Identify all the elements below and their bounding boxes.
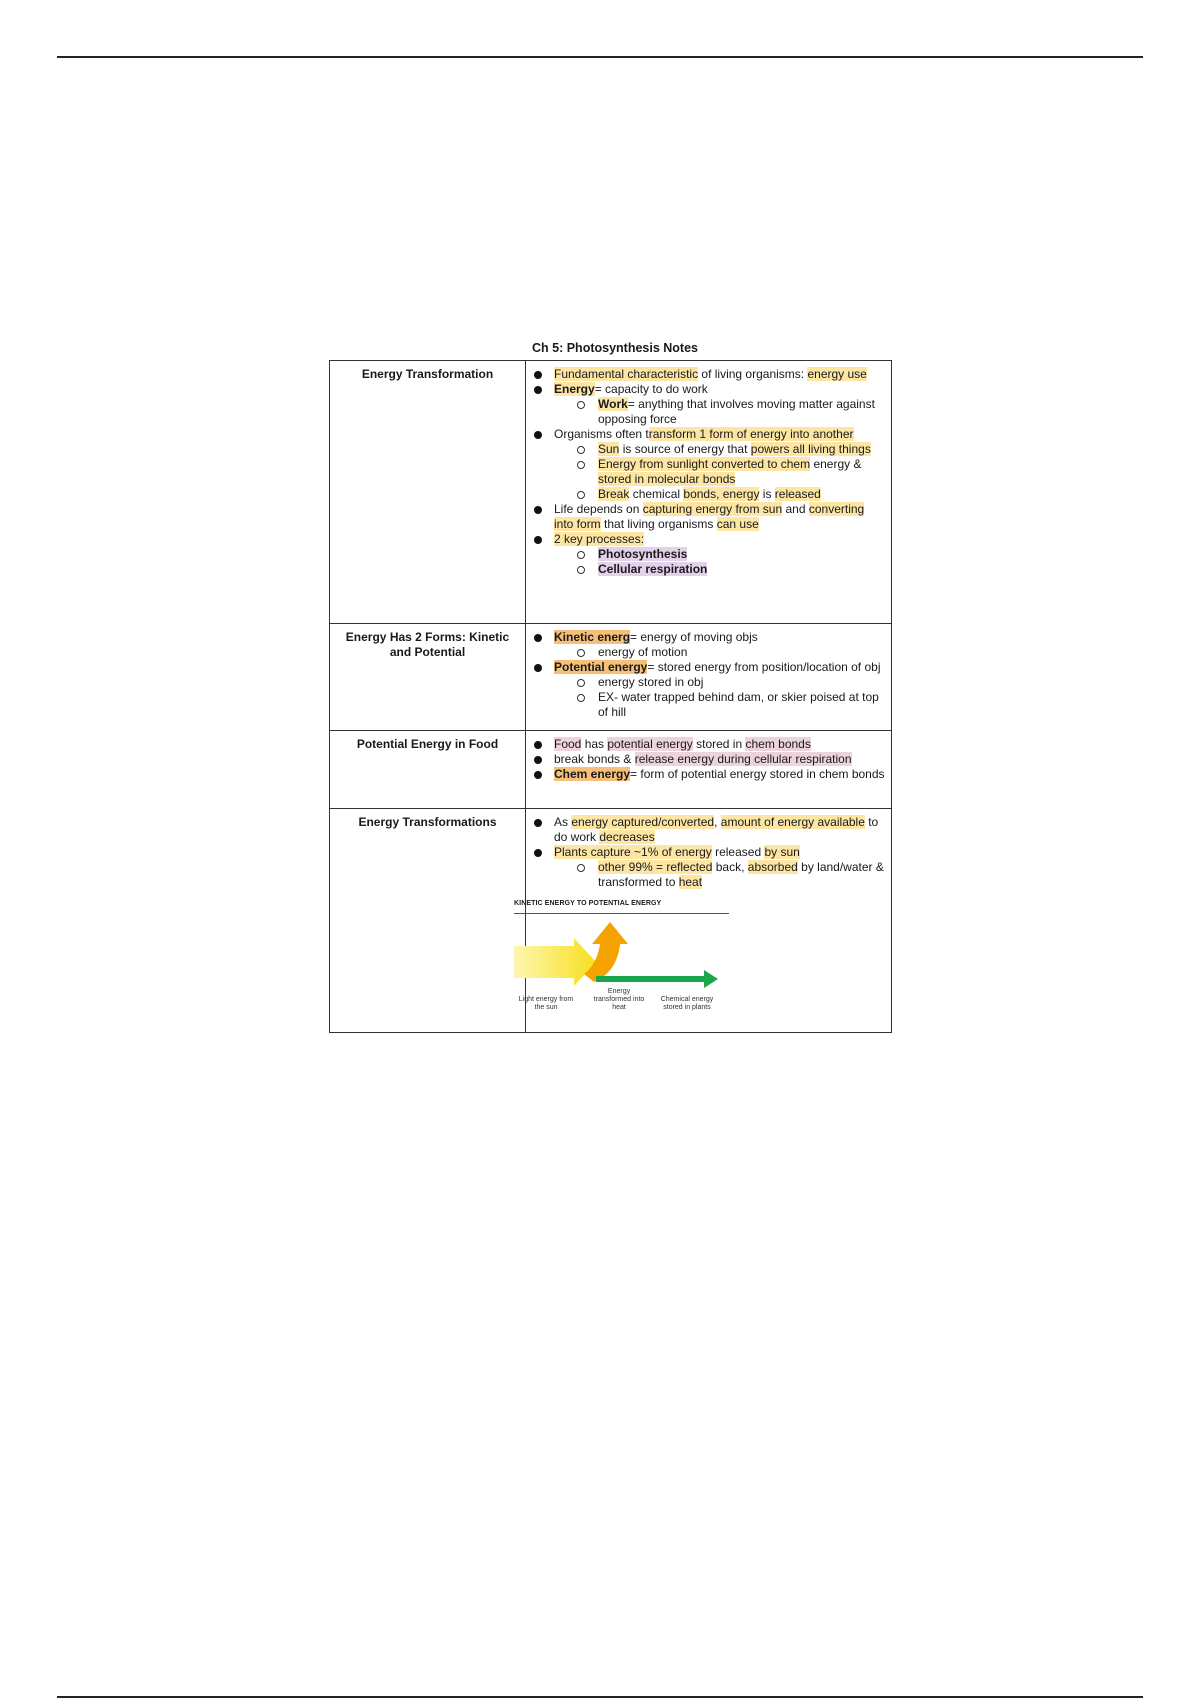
note-text: of living organisms:	[698, 367, 808, 381]
list-item	[532, 427, 885, 502]
note-text: release energy during cellular respiration	[634, 752, 852, 766]
note-text: Plants capture ~1% of energy	[554, 845, 712, 859]
row-notes	[514, 809, 892, 1033]
note-text: released	[711, 845, 765, 859]
note-text: Life depends on	[554, 502, 643, 516]
label-light-energy: Light energy from the sun	[518, 996, 574, 1011]
bullet-list	[532, 815, 885, 890]
sub-list-item	[554, 675, 885, 690]
note-text: back,	[712, 860, 748, 874]
sub-bullet-list	[554, 397, 885, 427]
note-text: is	[759, 487, 775, 501]
note-text: bonds, energy	[683, 487, 760, 501]
note-text: 2 key processes:	[554, 532, 645, 546]
note-text: ,	[714, 815, 721, 829]
document-title: Ch 5: Photosynthesis Notes	[532, 341, 698, 355]
bullet-list	[532, 367, 885, 577]
list-item	[532, 502, 885, 532]
note-text: = stored energy from position/location of obj	[647, 660, 881, 674]
sub-bullet-list	[554, 675, 885, 720]
note-text: Photosynthesis	[598, 547, 688, 561]
note-text: capturing energy from sun	[642, 502, 783, 516]
note-text: = anything that involves moving matter against opposing force	[598, 397, 875, 426]
sub-bullet-list	[554, 645, 885, 660]
list-item	[532, 737, 885, 752]
notes-list	[532, 815, 885, 890]
heat-energy-arrow	[584, 922, 628, 982]
label-chemical-energy: Chemical energy stored in plants	[660, 996, 714, 1011]
note-text: Organisms often t	[554, 427, 649, 441]
note-text: Fundamental characteristic	[554, 367, 699, 381]
row-notes	[526, 624, 892, 731]
chemical-energy-arrow-head	[704, 970, 718, 988]
list-item	[532, 630, 885, 660]
list-item	[532, 660, 885, 720]
sub-list-item	[554, 397, 885, 427]
note-text: other 99% = reflected	[598, 860, 713, 874]
note-text: Kinetic energ	[554, 630, 631, 644]
note-text: energy stored in obj	[598, 675, 704, 689]
sub-list-item	[554, 690, 885, 720]
energy-flow-illustration	[514, 916, 729, 994]
diagram-labels	[514, 988, 734, 1026]
note-text: converting into form	[554, 502, 865, 531]
note-text: by land/water & transformed to	[598, 860, 884, 889]
table-row	[330, 731, 892, 809]
note-text: stored in molecular bonds	[598, 472, 736, 486]
note-text: break bonds &	[554, 752, 635, 766]
notes-table	[329, 360, 892, 1033]
note-text: heat	[678, 875, 703, 889]
list-item	[532, 845, 885, 890]
row-topic: Energy Has 2 Forms: Kinetic and Potential	[330, 624, 526, 731]
note-text: Work	[598, 397, 628, 411]
table-row	[330, 361, 892, 624]
note-text: Break	[598, 487, 630, 501]
list-item	[532, 367, 885, 382]
row-topic: Energy Transformation	[330, 361, 526, 624]
list-item	[532, 815, 885, 845]
note-text: to do work	[554, 815, 879, 844]
note-text: Cellular respiration	[598, 562, 708, 576]
list-item	[532, 767, 885, 782]
list-item	[532, 752, 885, 767]
sub-list-item	[554, 442, 885, 457]
sub-list-item	[554, 487, 885, 502]
note-text: = energy of moving objs	[630, 630, 758, 644]
sub-bullet-list	[554, 442, 885, 502]
sub-list-item	[554, 645, 885, 660]
note-text: Energy from sunlight converted to chem	[598, 457, 811, 471]
sub-bullet-list	[554, 860, 885, 890]
note-text: energy use	[807, 367, 867, 381]
note-text: = capacity to do work	[594, 382, 708, 396]
bullet-list	[532, 737, 885, 782]
light-energy-arrow	[514, 938, 596, 986]
note-text: energy of motion	[598, 645, 688, 659]
table-row	[330, 624, 892, 731]
note-text: is source of energy that	[619, 442, 751, 456]
note-text: Energy	[554, 382, 595, 396]
chemical-energy-arrow-shaft	[596, 976, 706, 982]
note-text: powers all living things	[750, 442, 871, 456]
note-text: amount of energy available	[720, 815, 865, 829]
label-heat-energy: Energy transformed into heat	[593, 988, 645, 1011]
note-text: Food	[554, 737, 582, 751]
row-topic: Potential Energy in Food	[330, 731, 526, 809]
row-topic: Energy Transformations	[330, 809, 526, 1033]
sub-bullet-list	[554, 547, 885, 577]
sub-list-item	[554, 860, 885, 890]
note-text: Sun	[598, 442, 620, 456]
list-item	[532, 382, 885, 427]
bottom-rule	[57, 1696, 1143, 1698]
note-text: by sun	[764, 845, 800, 859]
note-text: energy &	[810, 457, 862, 471]
sub-list-item	[554, 562, 885, 577]
note-text: Potential energy	[554, 660, 648, 674]
note-text: can use	[716, 517, 759, 531]
note-text: chemical	[629, 487, 684, 501]
note-text: absorbed	[747, 860, 798, 874]
energy-diagram	[514, 896, 734, 1026]
top-rule	[57, 56, 1143, 58]
note-text: that living organisms	[600, 517, 717, 531]
note-text: and	[782, 502, 809, 516]
table-row	[330, 809, 892, 1033]
note-text: chem bonds	[745, 737, 811, 751]
note-text: released	[774, 487, 821, 501]
list-item	[532, 532, 885, 577]
row-notes	[526, 731, 892, 809]
note-text: potential energy	[607, 737, 693, 751]
sub-list-item	[554, 547, 885, 562]
sub-list-item	[554, 457, 885, 487]
diagram-title: KINETIC ENERGY TO POTENTIAL ENERGY	[514, 896, 729, 914]
note-text: As	[554, 815, 572, 829]
note-text: ransform 1 form of energy into another	[648, 427, 854, 441]
note-text: energy captured/converted	[571, 815, 715, 829]
row-notes	[526, 361, 892, 624]
note-text: EX- water trapped behind dam, or skier poised at top of hill	[598, 690, 879, 719]
note-text: = form of potential energy stored in chem bonds	[630, 767, 885, 781]
note-text: Chem energy	[554, 767, 631, 781]
bullet-list	[532, 630, 885, 720]
note-text: decreases	[599, 830, 655, 844]
note-text: stored in	[692, 737, 746, 751]
note-text: has	[581, 737, 608, 751]
